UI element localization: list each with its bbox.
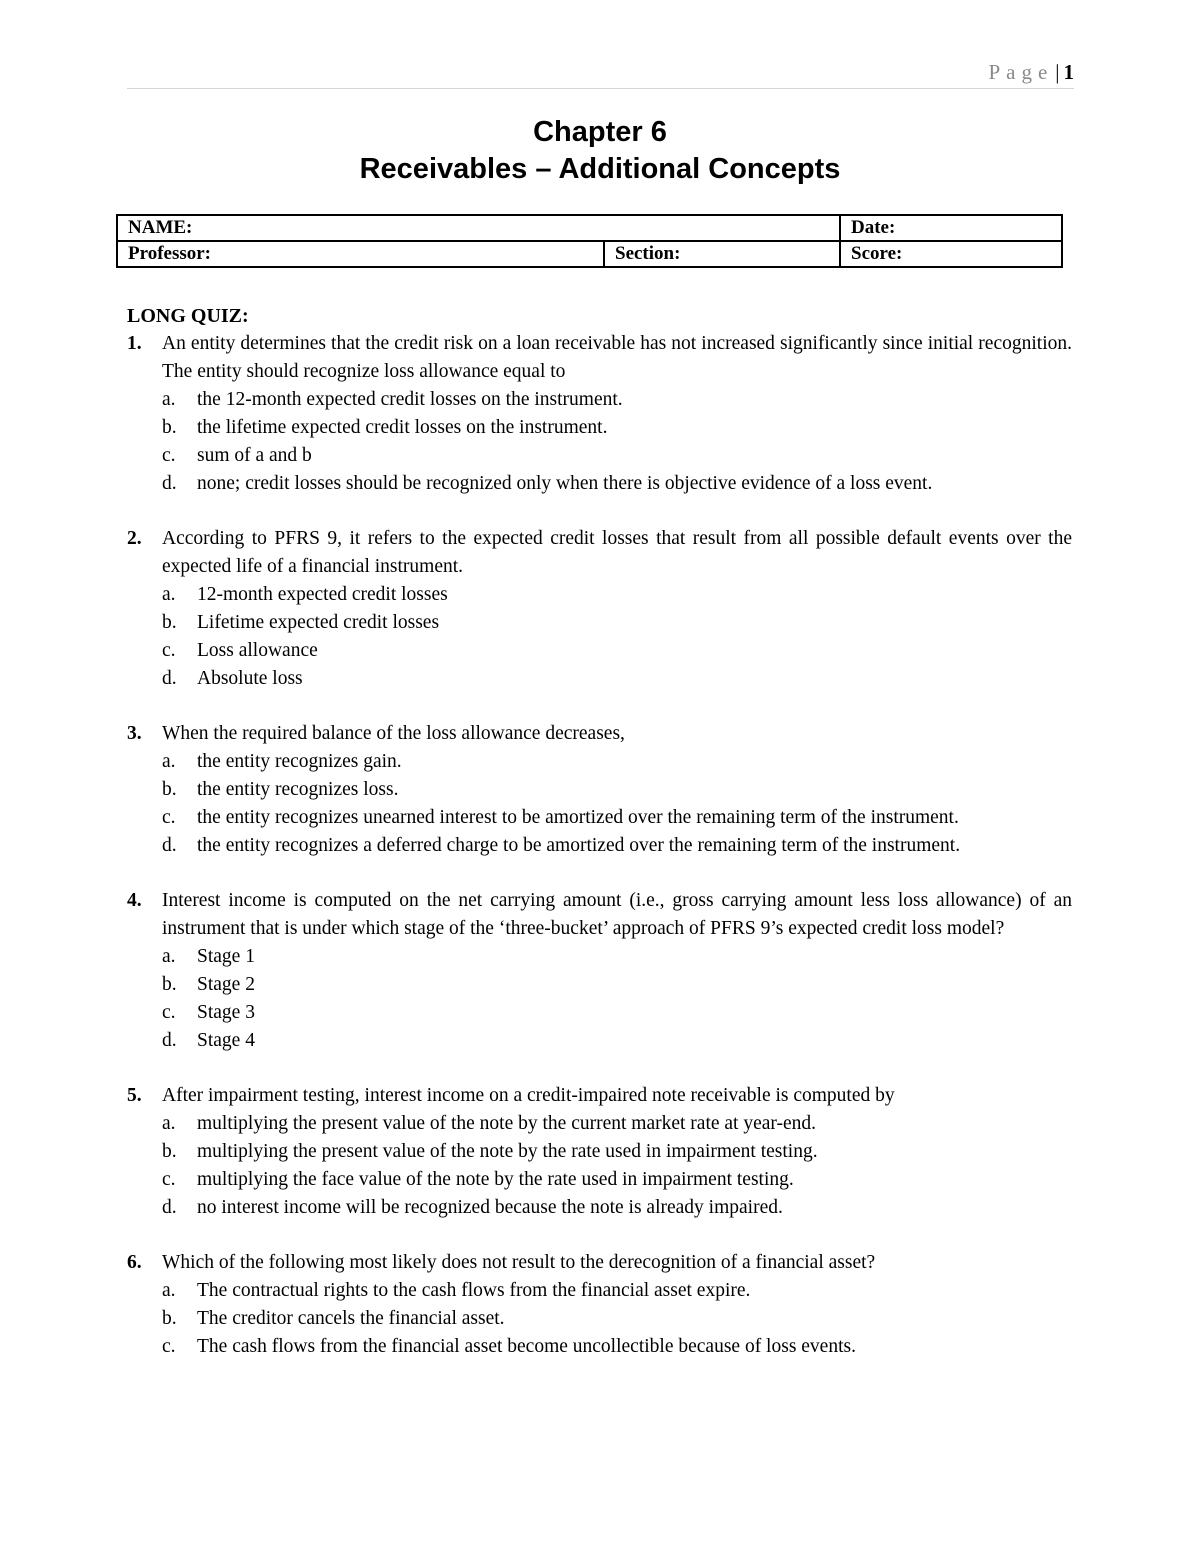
question-number: 6.: [127, 1252, 142, 1273]
choice-letter: a.: [162, 1113, 176, 1134]
page-word: Page: [988, 60, 1054, 84]
choice-letter: a.: [162, 584, 176, 605]
choice-item: [162, 414, 1072, 442]
choice-text: Stage 1: [197, 946, 255, 967]
choice-letter: d.: [162, 835, 177, 856]
choice-text: The cash flows from the financial asset become uncollectible because of loss events.: [197, 1336, 856, 1357]
question-text: An entity determines that the credit risk on a loan receivable has not increased significantly since initial recognition. The entity should recognize loss allowance equal to: [162, 333, 1072, 382]
choice-text: the entity recognizes unearned interest to be amortized over the remaining term of the instrument.: [197, 807, 959, 828]
student-info-table: [116, 214, 1063, 268]
choice-text: The creditor cancels the financial asset.: [197, 1308, 505, 1329]
question-text: When the required balance of the loss allowance decreases,: [162, 723, 625, 744]
choice-text: Stage 3: [197, 1002, 255, 1023]
choice-text: the entity recognizes a deferred charge to be amortized over the remaining term of the instrument.: [197, 835, 961, 856]
choice-item: [162, 776, 1072, 804]
choice-letter: c.: [162, 1169, 176, 1190]
choice-item: [162, 637, 1072, 665]
choice-letter: b.: [162, 779, 177, 800]
choice-letter: a.: [162, 946, 176, 967]
choice-text: Stage 2: [197, 974, 255, 995]
choice-item: [162, 999, 1072, 1027]
choice-item: [162, 609, 1072, 637]
choice-item: [162, 1138, 1072, 1166]
info-row-2: [117, 241, 1062, 267]
choice-text: the entity recognizes loss.: [197, 779, 399, 800]
choice-item: [162, 1277, 1072, 1305]
question-6: [127, 1249, 1072, 1361]
chapter-subtitle: Receivables – Additional Concepts: [359, 153, 841, 185]
choice-text: multiplying the face value of the note by the rate used in impairment testing.: [197, 1169, 794, 1190]
page-separator: |: [1055, 60, 1060, 84]
choice-text: no interest income will be recognized because the note is already impaired.: [197, 1197, 783, 1218]
choice-item: [162, 1110, 1072, 1138]
question-text: Interest income is computed on the net carrying amount (i.e., gross carrying amount less loss allowance) of an instrument that is under which stage of the ‘three-bucket’ approach of PFRS 9’s expected credit loss model?: [162, 890, 1072, 939]
choice-item: [162, 386, 1072, 414]
choice-text: the entity recognizes gain.: [197, 751, 402, 772]
choice-item: [162, 943, 1072, 971]
choice-text: none; credit losses should be recognized only when there is objective evidence of a loss event.: [197, 473, 933, 494]
title-block: [0, 114, 1200, 188]
question-4: [127, 887, 1072, 1055]
question-number: 5.: [127, 1085, 142, 1106]
choice-item: [162, 1333, 1072, 1361]
choice-item: [162, 470, 1072, 498]
question-number: 1.: [127, 333, 142, 354]
question-number: 3.: [127, 723, 142, 744]
question-text: After impairment testing, interest income on a credit-impaired note receivable is computed by: [162, 1085, 895, 1106]
page-number-label: [988, 60, 1074, 85]
choice-item: [162, 832, 1072, 860]
choice-letter: c.: [162, 1002, 176, 1023]
question-text: Which of the following most likely does not result to the derecognition of a financial asset?: [162, 1252, 876, 1273]
choice-letter: d.: [162, 1030, 177, 1051]
choice-letter: b.: [162, 974, 177, 995]
choice-text: The contractual rights to the cash flows from the financial asset expire.: [197, 1280, 751, 1301]
page-header: [127, 58, 1074, 89]
choice-letter: c.: [162, 1336, 176, 1357]
section-cell: Section:: [604, 241, 840, 267]
professor-cell: Professor:: [117, 241, 604, 267]
page-number: 1: [1063, 60, 1074, 84]
choice-item: [162, 804, 1072, 832]
choice-item: [162, 581, 1072, 609]
choice-item: [162, 442, 1072, 470]
choice-letter: d.: [162, 473, 177, 494]
quiz-heading: LONG QUIZ:: [127, 305, 249, 327]
choice-letter: b.: [162, 417, 177, 438]
choice-letter: c.: [162, 807, 176, 828]
choice-text: the 12-month expected credit losses on the instrument.: [197, 389, 623, 410]
choice-letter: d.: [162, 668, 177, 689]
choice-text: 12-month expected credit losses: [197, 584, 448, 605]
choice-letter: c.: [162, 445, 176, 466]
name-cell: NAME:: [117, 215, 840, 241]
choice-letter: b.: [162, 1308, 177, 1329]
chapter-title: Chapter 6: [533, 116, 667, 148]
choice-text: the lifetime expected credit losses on the instrument.: [197, 417, 608, 438]
choice-item: [162, 665, 1072, 693]
info-row-1: [117, 215, 1062, 241]
choice-text: Stage 4: [197, 1030, 255, 1051]
choice-item: [162, 1166, 1072, 1194]
question-number: 4.: [127, 890, 142, 911]
score-cell: Score:: [840, 241, 1062, 267]
choice-letter: b.: [162, 612, 177, 633]
choice-letter: c.: [162, 640, 176, 661]
question-text: According to PFRS 9, it refers to the expected credit losses that result from all possible default events over the expected life of a financial instrument.: [162, 528, 1072, 577]
choice-text: sum of a and b: [197, 445, 312, 466]
question-5: [127, 1082, 1072, 1222]
choice-item: [162, 1027, 1072, 1055]
choice-letter: d.: [162, 1197, 177, 1218]
question-number: 2.: [127, 528, 142, 549]
question-2: [127, 525, 1072, 693]
choice-letter: b.: [162, 1141, 177, 1162]
choice-text: multiplying the present value of the note by the rate used in impairment testing.: [197, 1141, 818, 1162]
question-1: [127, 330, 1072, 498]
choice-letter: a.: [162, 389, 176, 410]
question-3: [127, 720, 1072, 860]
choice-item: [162, 1194, 1072, 1222]
choice-letter: a.: [162, 1280, 176, 1301]
choice-text: Loss allowance: [197, 640, 318, 661]
question-list: [127, 330, 1072, 1361]
choice-item: [162, 748, 1072, 776]
choice-text: Lifetime expected credit losses: [197, 612, 440, 633]
date-cell: Date:: [840, 215, 1062, 241]
choice-item: [162, 1305, 1072, 1333]
choice-letter: a.: [162, 751, 176, 772]
quiz-section: [127, 302, 1072, 1388]
choice-item: [162, 971, 1072, 999]
choice-text: Absolute loss: [197, 668, 303, 689]
choice-text: multiplying the present value of the note by the current market rate at year-end.: [197, 1113, 817, 1134]
